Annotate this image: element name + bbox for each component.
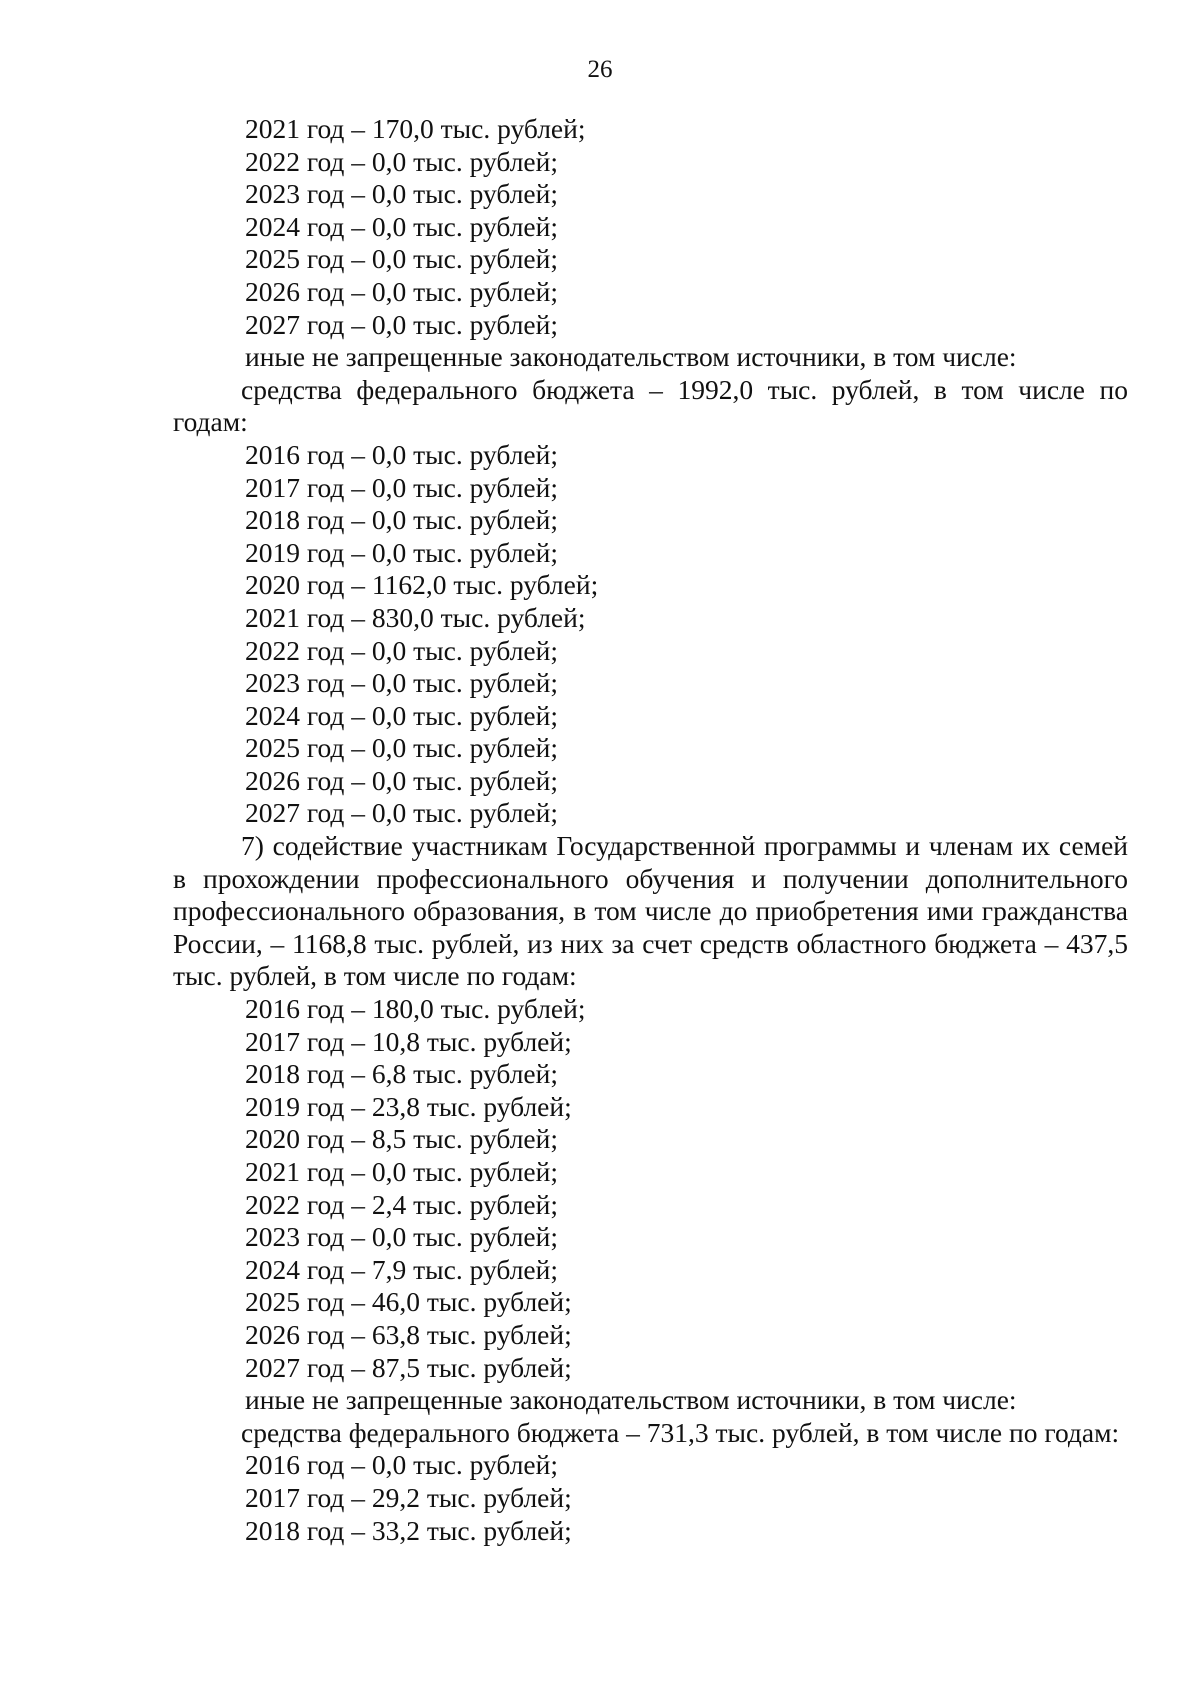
year-line: 2021 год – 830,0 тыс. рублей;	[245, 601, 586, 633]
year-line: 2017 год – 0,0 тыс. рублей;	[245, 471, 558, 503]
document-body	[173, 113, 1128, 1547]
year-line: 2024 год – 7,9 тыс. рублей;	[245, 1253, 558, 1285]
year-line: 2023 год – 0,0 тыс. рублей;	[245, 1221, 558, 1253]
year-line: 2020 год – 1162,0 тыс. рублей;	[245, 569, 599, 601]
year-line: 2022 год – 0,0 тыс. рублей;	[245, 145, 558, 177]
item-7-paragraph: 7) содействие участникам Государственной программы и членам их семей в прохождении профессионального обучения и получении дополнительного профессионального образования, в том числе до приобретения ими гражданства России, – 1168,8 тыс. рублей, из них за счет средств областного бюджета – 437,5 тыс. рублей, в том числе по годам:	[173, 830, 1128, 992]
year-line: 2018 год – 0,0 тыс. рублей;	[245, 504, 558, 536]
year-line: 2024 год – 0,0 тыс. рублей;	[245, 210, 558, 242]
year-line: 2027 год – 0,0 тыс. рублей;	[245, 308, 558, 340]
year-line: 2026 год – 63,8 тыс. рублей;	[245, 1318, 572, 1350]
page-number: 26	[587, 56, 613, 83]
year-line: 2020 год – 8,5 тыс. рублей;	[245, 1123, 558, 1155]
year-line: 2024 год – 0,0 тыс. рублей;	[245, 699, 558, 731]
year-line: 2021 год – 170,0 тыс. рублей;	[245, 113, 586, 144]
year-line: 2018 год – 6,8 тыс. рублей;	[245, 1058, 558, 1090]
other-sources-line: иные не запрещенные законодательством источники, в том числе:	[245, 341, 1017, 373]
year-line: 2017 год – 29,2 тыс. рублей;	[245, 1481, 572, 1513]
other-sources-line: иные не запрещенные законодательством источники, в том числе:	[245, 1384, 1017, 1416]
year-line: 2022 год – 2,4 тыс. рублей;	[245, 1188, 558, 1220]
year-line: 2023 год – 0,0 тыс. рублей;	[245, 667, 558, 699]
year-line: 2019 год – 0,0 тыс. рублей;	[245, 536, 558, 568]
year-line: 2025 год – 46,0 тыс. рублей;	[245, 1286, 572, 1318]
year-line: 2026 год – 0,0 тыс. рублей;	[245, 764, 558, 796]
year-line: 2018 год – 33,2 тыс. рублей;	[245, 1514, 572, 1546]
year-line: 2021 год – 0,0 тыс. рублей;	[245, 1156, 558, 1187]
year-line: 2017 год – 10,8 тыс. рублей;	[245, 1025, 572, 1057]
year-line: 2019 год – 23,8 тыс. рублей;	[245, 1090, 572, 1122]
year-line: 2027 год – 87,5 тыс. рублей;	[245, 1351, 572, 1383]
year-line: 2027 год – 0,0 тыс. рублей;	[245, 797, 558, 829]
year-line: 2025 год – 0,0 тыс. рублей;	[245, 243, 558, 275]
year-line: 2023 год – 0,0 тыс. рублей;	[245, 178, 558, 210]
year-line: 2025 год – 0,0 тыс. рублей;	[245, 732, 558, 764]
year-line: 2026 год – 0,0 тыс. рублей;	[245, 275, 558, 307]
federal-budget-paragraph: средства федерального бюджета – 1992,0 тыс. рублей, в том числе по годам:	[173, 373, 1128, 438]
year-line: 2016 год – 0,0 тыс. рублей;	[245, 1449, 558, 1481]
year-line: 2016 год – 180,0 тыс. рублей;	[245, 993, 586, 1025]
year-line: 2016 год – 0,0 тыс. рублей;	[245, 438, 558, 470]
federal-budget-paragraph: средства федерального бюджета – 731,3 тыс. рублей, в том числе по годам:	[241, 1416, 1120, 1448]
year-line: 2022 год – 0,0 тыс. рублей;	[245, 634, 558, 666]
